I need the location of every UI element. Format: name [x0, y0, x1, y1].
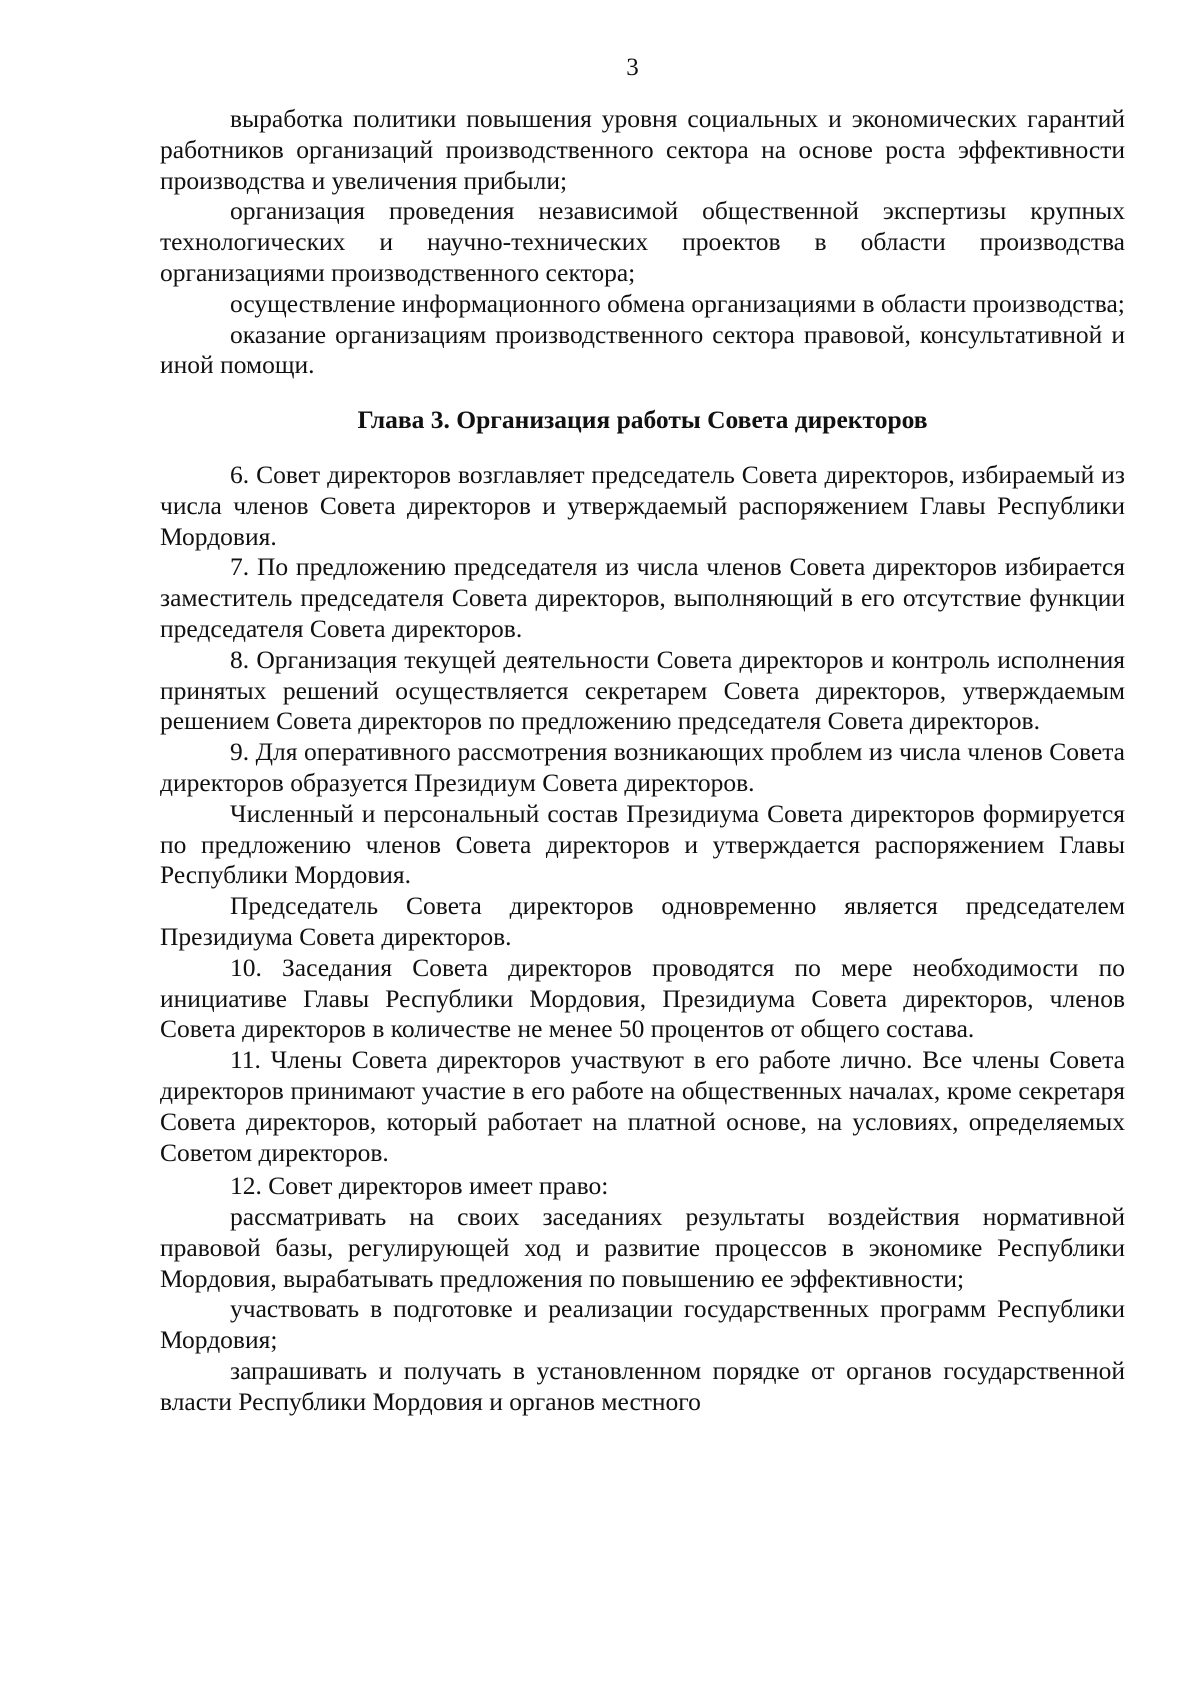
page-number: 3 — [626, 54, 639, 81]
list-item: организация проведения независимой общественной экспертизы крупных технологических и научно-технических проектов в области производства организациями производственного сектора; — [160, 196, 1125, 287]
list-item: участвовать в подготовке и реализации государственных программ Республики Мордовия; — [160, 1294, 1125, 1355]
paragraph-8: 8. Организация текущей деятельности Совета директоров и контроль исполнения принятых решений осуществляется секретарем Совета директоров, утверждаемым решением Совета директоров по предложению председателя Совета директоров. — [160, 644, 1125, 736]
paragraph-6: 6. Совет директоров возглавляет председатель Совета директоров, избираемый из числа членов Совета директоров и утверждаемый распоряжением Главы Республики Мордовия. — [160, 459, 1125, 551]
chapter-heading: Глава 3. Организация работы Совета директоров — [357, 405, 928, 435]
paragraph-9-composition: Численный и персональный состав Президиума Совета директоров формируется по предложению членов Совета директоров и утверждается распоряжением Главы Республики Мордовия. — [160, 798, 1125, 890]
list-item: запрашивать и получать в установленном порядке от органов государственной власти Республики Мордовия и органов местного — [160, 1356, 1125, 1416]
paragraph-12: 12. Совет директоров имеет право: — [230, 1171, 609, 1201]
paragraph-9-chair: Председатель Совета директоров одновременно является председателем Президиума Совета директоров. — [160, 891, 1125, 951]
list-item: осуществление информационного обмена организациями в области производства; — [230, 288, 1125, 318]
list-item: рассматривать на своих заседаниях результаты воздействия нормативной правовой базы, регулирующей ход и развитие процессов в экономике Республики Мордовия, вырабатывать предложения по повышению ее эффективности; — [160, 1202, 1125, 1293]
paragraph-7: 7. По предложению председателя из числа членов Совета директоров избирается заместитель председателя Совета директоров, выполняющий в его отсутствие функции председателя Совета директоров. — [160, 552, 1125, 643]
document-body — [160, 104, 1125, 1418]
list-item: выработка политики повышения уровня социальных и экономических гарантий работников организаций производственного сектора на основе роста эффективности производства и увеличения прибыли; — [160, 104, 1125, 195]
paragraph-9: 9. Для оперативного рассмотрения возникающих проблем из числа членов Совета директоров образуется Президиум Совета директоров. — [160, 737, 1125, 797]
paragraph-11: 11. Члены Совета директоров участвуют в его работе лично. Все члены Совета директоров принимают участие в его работе на общественных началах, кроме секретаря Совета директоров, который работает на платной основе, на условиях, определяемых Советом директоров. — [160, 1045, 1125, 1167]
paragraph-10: 10. Заседания Совета директоров проводятся по мере необходимости по инициативе Главы Республики Мордовия, Президиума Совета директоров, членов Совета директоров в количестве не менее 50 процентов от общего состава. — [160, 952, 1125, 1044]
list-item: оказание организациям производственного сектора правовой, консультативной и иной помощи. — [160, 319, 1125, 380]
